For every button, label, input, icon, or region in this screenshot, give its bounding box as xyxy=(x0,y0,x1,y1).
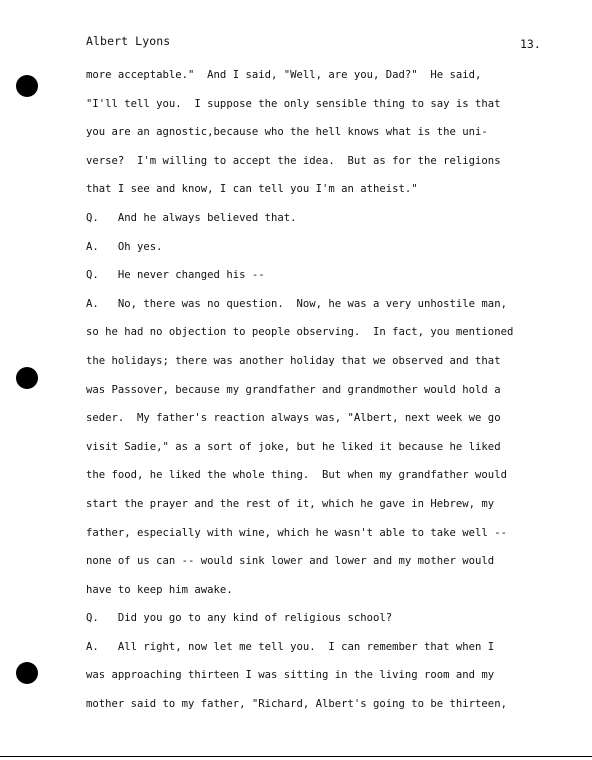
transcript-line: A. No, there was no question. Now, he was a very unhostile man, xyxy=(86,297,507,310)
transcript-line: so he had no objection to people observing. In fact, you mentioned xyxy=(86,326,514,339)
transcript-body xyxy=(86,66,576,724)
transcript-line: father, especially with wine, which he wasn't able to take well -- xyxy=(86,526,507,539)
binder-hole-middle xyxy=(16,367,38,389)
transcript-line: the holidays; there was another holiday that we observed and that xyxy=(86,354,501,367)
transcript-line: was Passover, because my grandfather and grandmother would hold a xyxy=(86,383,501,396)
transcript-line: mother said to my father, "Richard, Albert's going to be thirteen, xyxy=(86,698,507,711)
binder-hole-bottom xyxy=(16,662,38,684)
transcript-line: none of us can -- would sink lower and lower and my mother would xyxy=(86,555,495,568)
transcript-line: Q. Did you go to any kind of religious school? xyxy=(86,612,393,625)
transcript-line: you are an agnostic,because who the hell knows what is the uni- xyxy=(86,126,488,139)
transcript-line: A. Oh yes. xyxy=(86,240,163,253)
bottom-edge-rule xyxy=(0,756,592,757)
transcript-line: verse? I'm willing to accept the idea. But as for the religions xyxy=(86,154,501,167)
transcript-line: the food, he liked the whole thing. But when my grandfather would xyxy=(86,469,507,482)
transcript-line: Q. He never changed his -- xyxy=(86,269,265,282)
transcript-line: visit Sadie," as a sort of joke, but he liked it because he liked xyxy=(86,440,501,453)
transcript-line: "I'll tell you. I suppose the only sensible thing to say is that xyxy=(86,97,501,110)
transcript-line: start the prayer and the rest of it, which he gave in Hebrew, my xyxy=(86,497,495,510)
transcript-line: was approaching thirteen I was sitting in the living room and my xyxy=(86,669,495,682)
binder-hole-top xyxy=(16,75,38,97)
transcript-line: have to keep him awake. xyxy=(86,583,233,596)
transcript-line: seder. My father's reaction always was, "Albert, next week we go xyxy=(86,412,501,425)
transcript-line: that I see and know, I can tell you I'm an atheist." xyxy=(86,183,418,196)
page-number: 13. xyxy=(520,37,541,51)
header-interviewee-name: Albert Lyons xyxy=(86,34,171,48)
transcript-line: A. All right, now let me tell you. I can remember that when I xyxy=(86,640,495,653)
transcript-line: more acceptable." And I said, "Well, are you, Dad?" He said, xyxy=(86,69,482,81)
transcript-line: Q. And he always believed that. xyxy=(86,211,297,224)
